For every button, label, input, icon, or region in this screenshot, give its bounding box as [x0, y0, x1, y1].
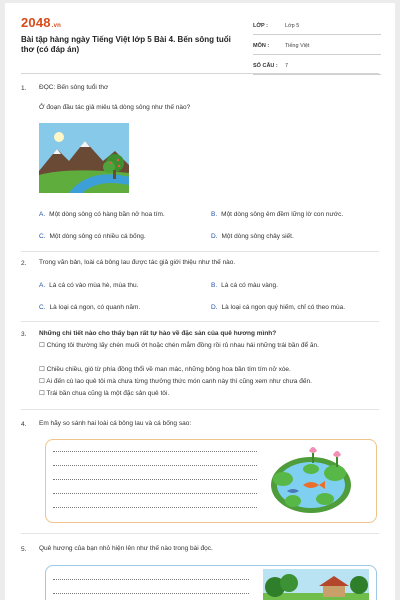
question-number: 4. [21, 421, 27, 428]
fish-pond-illustration [263, 441, 359, 517]
meta-key: MÔN : [253, 43, 270, 49]
checkbox-option-1[interactable]: ☐ Chúng tôi thường lấy chén muối ớt hoặc chén mắm đồng rồi rủ nhau hái những trái bần để ăn. [39, 342, 319, 349]
divider [21, 533, 379, 534]
answer-line[interactable] [53, 593, 249, 594]
river-landscape-illustration [39, 123, 129, 193]
site-logo[interactable]: 2048.vn [21, 15, 62, 30]
divider [21, 251, 379, 252]
option-1c[interactable]: C. Một dòng sông có nhiều cá bống. [39, 233, 146, 240]
answer-line[interactable] [53, 579, 249, 580]
meta-value: Tiếng Việt [285, 43, 310, 49]
question-number: 1. [21, 85, 27, 92]
option-2a[interactable]: A. Là cá có vào mùa hè, mùa thu. [39, 282, 139, 289]
meta-value: 7 [285, 63, 289, 69]
reading-heading: ĐỌC: Bến sông tuổi thơ [39, 84, 109, 91]
answer-line[interactable] [53, 507, 257, 508]
divider [21, 321, 379, 322]
option-1d[interactable]: D. Một dòng sông chảy siết. [211, 233, 294, 240]
answer-line[interactable] [53, 451, 257, 452]
meta-panel [253, 19, 381, 79]
answer-line[interactable] [53, 493, 257, 494]
countryside-illustration [263, 569, 369, 600]
option-1b[interactable]: B. Một dòng sông êm đềm lững lờ con nước. [211, 211, 344, 218]
question-text: Trong văn bản, loài cá bông lau được tác giả giới thiệu như thế nào. [39, 259, 236, 266]
document-title: Bài tập hàng ngày Tiếng Việt lớp 5 Bài 4. Bến sông tuổi thơ (có đáp án) [21, 35, 231, 54]
checkbox-option-3[interactable]: ☐ Ai đến cù lao quê tôi mà chưa từng thưởng thức món canh này thì cũng xem như chưa đến. [39, 378, 312, 385]
answer-line[interactable] [53, 465, 257, 466]
meta-key: LỚP : [253, 23, 268, 29]
question-number: 5. [21, 546, 27, 553]
divider [21, 409, 379, 410]
answer-line[interactable] [53, 479, 257, 480]
checkbox-option-2[interactable]: ☐ Chiều chiều, gió từ phía đồng thổi về man mác, những bông hoa bần tím tím nở xòe. [39, 366, 291, 373]
option-2d[interactable]: D. Là loại cá ngon quý hiếm, chỉ có theo mùa. [211, 304, 346, 311]
meta-key: SỐ CÂU : [253, 63, 278, 69]
option-1a[interactable]: A. Một dòng sông có hàng bần nở hoa tím. [39, 211, 165, 218]
worksheet-page [5, 3, 395, 600]
header-divider [21, 73, 379, 74]
question-number: 2. [21, 260, 27, 267]
question-number: 3. [21, 331, 27, 338]
question-text: Ở đoạn đầu tác giả miêu tả dòng sông như thế nào? [39, 104, 191, 111]
option-2c[interactable]: C. Là loại cá ngon, có quanh năm. [39, 304, 141, 311]
meta-row-subject [253, 39, 381, 55]
question-text: Em hãy so sánh hai loài cá bông lau và cá bống sao: [39, 420, 192, 427]
meta-value: Lớp 5 [285, 23, 300, 29]
question-text: Quê hương của bạn nhỏ hiện lên như thế nào trong bài đọc. [39, 545, 213, 552]
checkbox-option-4[interactable]: ☐ Trái bần chua cũng là một đặc sản quê tôi. [39, 390, 170, 397]
meta-row-grade [253, 19, 381, 35]
option-2b[interactable]: B. Là cá có màu vàng. [211, 282, 278, 289]
question-text: Những chi tiết nào cho thấy bạn rất tự hào về đặc sản của quê hương mình? [39, 330, 277, 337]
